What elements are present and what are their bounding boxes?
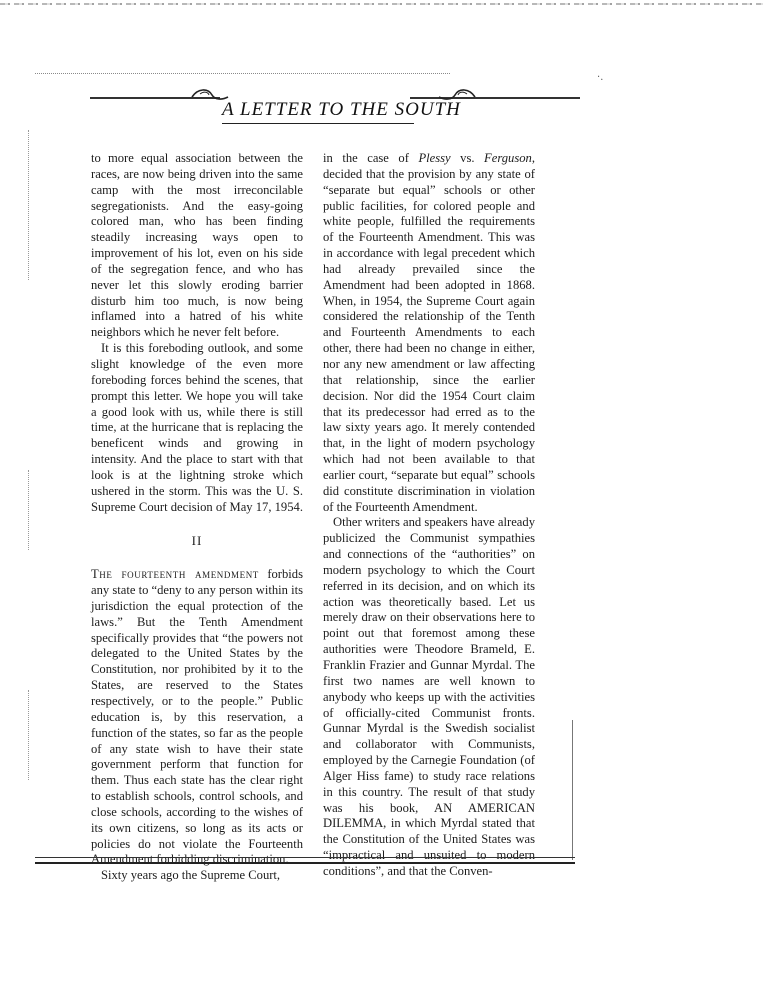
right-paragraph-1-c: , decided that the provision by any state of “separate but equal” schools or other public facilities, for colored people and white people, fulfilled the requirements of the Fourteenth Amendment. This was in accordance with legal precedent which had already prevailed since the Amendment had been adopted in 1868. When, in 1954, the Supreme Court again considered the relationship of the Tenth and Fourteenth Amendments to each other, there had been no change in either, nor any new amendment or law affecting that relationship, since the earlier decision. Nor did the 1954 Court claim that its predecessor had erred as to the law sixty years ago. It merely contended that, in the light of modern psychology which had not been available to that earlier court, “separate but equal” schools did constitute discrimination in violation of the Fourteenth Amendment. xyxy=(323,151,535,514)
footer-rule-thick xyxy=(35,862,575,864)
right-paragraph-1 xyxy=(323,151,535,515)
left-paragraph-3 xyxy=(91,567,303,868)
left-paragraph-1: to more equal association between the races, are now being driven into the same camp with the most irreconcilable segregationists. And the easy-going colored man, who has been finding steadily increasing ways open to improvement of his lot, even on his side of the segregation fence, and who has never let this slowly eroding barrier disturb him too much, is now being inflamed into a hatred of his white neighbors which he never felt before. xyxy=(91,151,303,340)
footer-rule-thin xyxy=(35,857,575,858)
section-heading: II xyxy=(191,533,203,549)
right-column xyxy=(323,151,535,880)
margin-dots-lower xyxy=(28,470,59,550)
case-name-ferguson: Ferguson xyxy=(484,151,532,165)
right-paragraph-2: Other writers and speakers have already publicized the Communist sympathies and connections of the “authorities” on modern psychology to which the Court referred in its decision, and on which its action was theoretically based. Let us merely draw on their observations here to point out that foremost among these authorities were Theodore Brameld, E. Franklin Frazier and Gunnar Myrdal. The first two names are well known to anybody who keeps up with the activities of officially-cited Communist fronts. Gunnar Myrdal is the Swedish socialist and collaborator with Communists, employed by the Carnegie Foundation (of Alger Hiss fame) to study race relations in this country. The result of that study was his book, AN AMERICAN DILEMMA, in which Myrdal stated that the Constitution of the United States was “impractical and unsuited to modern conditions”, and that the Conven- xyxy=(323,515,535,878)
right-edge-mark xyxy=(572,720,573,860)
corner-mark: ‧․ xyxy=(597,72,604,83)
margin-dots-upper xyxy=(28,130,59,280)
left-paragraph-4: Sixty years ago the Supreme Court, xyxy=(101,868,281,883)
margin-dots-bottom xyxy=(28,690,59,780)
lead-in-smallcaps: The fourteenth amendment xyxy=(91,567,259,582)
left-paragraph-3-body: forbids any state to “deny to any person within its jurisdiction the equal protection of the laws.” But the Tenth Amendment specifically provides that “the powers not delegated to the United States by the Constitution, nor prohibited by it to the States, are reserved to the States respectively, or to the people.” Public education is, by this reservation, a function of the states, so far as the people of any state wish to have their state government perform that function for them. Thus each state has the clear right to establish schools, control schools, and close schools, according to the wishes of its own citizens, so long as its acts or policies do not violate the Fourteenth Amendment forbidding discrimination. xyxy=(91,567,303,867)
right-paragraph-1-a: in the case of xyxy=(323,151,419,165)
header-dotted-rule xyxy=(35,73,450,75)
scan-artifact-line xyxy=(0,3,763,5)
running-head-underline xyxy=(222,123,414,124)
running-head: A LETTER TO THE SOUTH xyxy=(222,99,461,120)
case-name-plessy: Plessy xyxy=(418,151,451,165)
right-paragraph-1-b: vs. xyxy=(450,151,485,165)
left-paragraph-2: It is this foreboding outlook, and some slight knowledge of the even more foreboding forces behind the scenes, that prompt this letter. We hope you will take a good look with us, while there is still time, at the hurricane that is replacing the beneficent winds and growing in intensity. And the place to start with that look is at the lightning stroke which ushered in the storm. This was the U. S. Supreme Court decision of May 17, 1954. xyxy=(91,341,303,514)
left-column xyxy=(91,151,303,884)
